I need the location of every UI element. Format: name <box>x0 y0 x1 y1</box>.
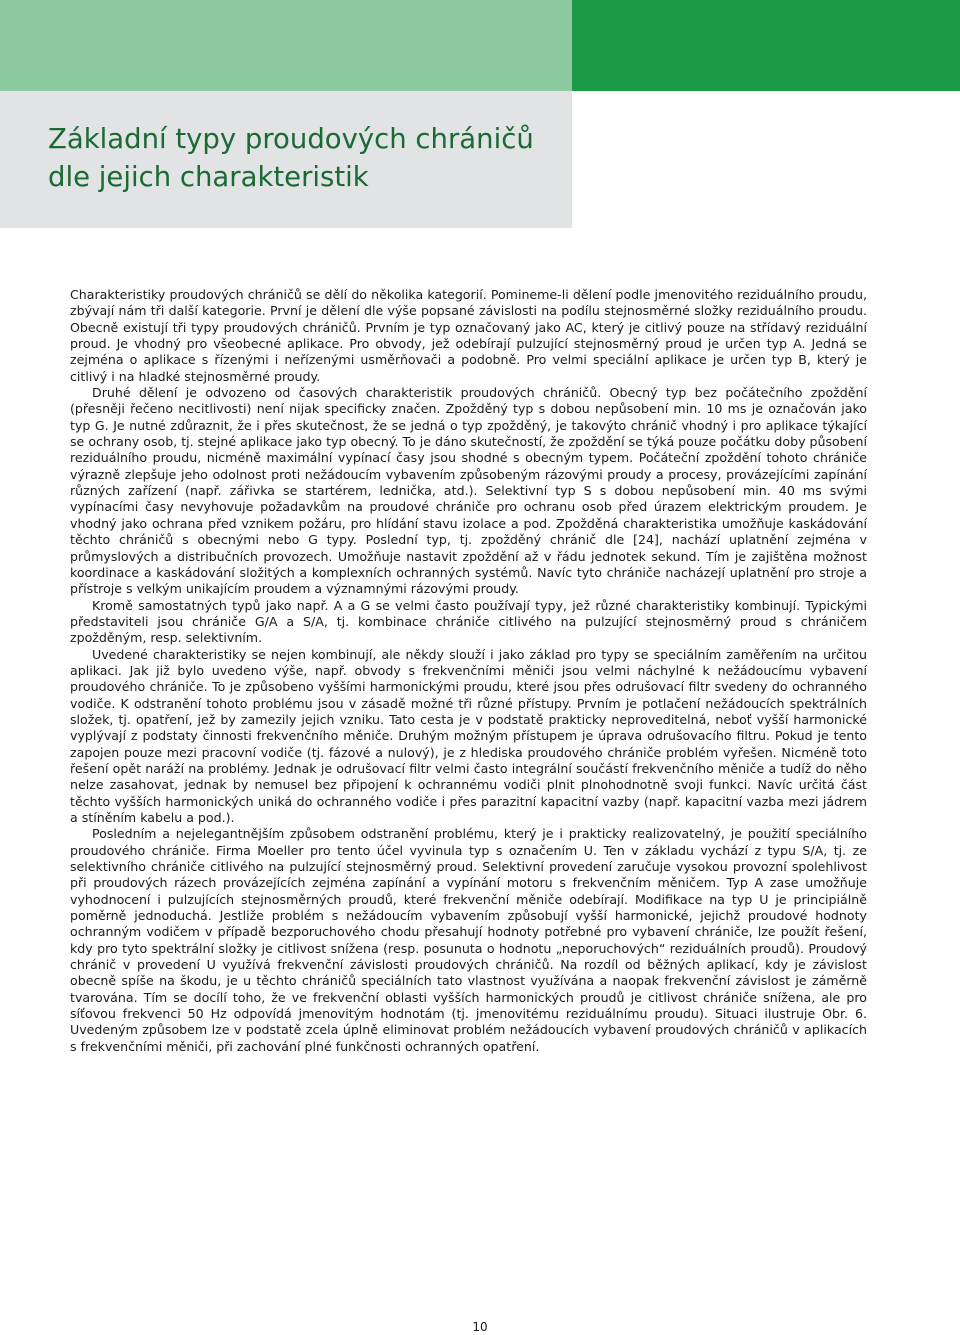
paragraph-1: Charakteristiky proudových chráničů se dělí do několika kategorií. Pomineme-li dělení podle jmenovitého reziduálního proudu, zbývají nám tři další kategorie. První je dělení dle výše popsané závislosti na podílu stejnosměrné složky reziduálního proudu. Obecně existují tři typy proudových chráničů. Prvním je typ označovaný jako AC, který je citlivý pouze na střídavý reziduální proud. Je vhodný pro všeobecné aplikace. Pro obvody, jež odebírají pulzující stejnosměrný proud je určen typ A. Jedná se zejména o aplikace s řízenými i neřízenými usměrňovači a podobně. Pro velmi speciální aplikace je určen typ B, který je citlivý i na hladké stejnosměrné proudy. <box>70 287 867 384</box>
body-text <box>70 287 867 1055</box>
paragraph-3: Kromě samostatných typů jako např. A a G se velmi často používají typy, jež různé charakteristiky kombinují. Typickými představiteli jsou chrániče G/A a S/A, tj. kombinace chrániče citlivého na pulzující stejnosměrný proud s chráničem zpožděným, resp. selektivním. <box>70 597 867 646</box>
page-title-line-1: Základní typy proudových chráničů <box>48 123 534 155</box>
paragraph-4: Uvedené charakteristiky se nejen kombinují, ale někdy slouží i jako základ pro typy se speciálním zaměřením na určitou aplikaci. Jak již bylo uvedeno výše, např. obvody s frekvenčními měniči jsou velmi náchylné k nežádoucímu vybavení proudového chrániče. To je způsobeno vyššími harmonickými proudu, které jsou přes odrušovací filtr svedeny do ochranného vodiče. K odstranění tohoto problému jsou v zásadě možné tři různé přístupy. Prvním je potlačení nežádoucích spektrálních složek, tj. opatření, jež by zamezily jejich vzniku. Tato cesta je v podstatě prakticky neproveditelná, neboť vyšší harmonické vyplývají z podstaty činnosti frekvenčního měniče. Druhým možným přístupem je úprava odrušovacího filtru. Pokud je tento zapojen pouze mezi pracovní vodiče (tj. fázové a nulový), je z hlediska proudového chrániče problém vyřešen. Nicméně toto řešení opět naráží na problémy. Jednak je odrušovací filtr velmi často integrální součástí frekvenčního měniče a tudíž do něho nelze zasahovat, jednak by nemusel bez připojení k ochrannému vodiči plnit plnohodnotně svoji funkci. Navíc určitá část těchto vyšších harmonických uniká do ochranného vodiče i přes parazitní kapacitní vazby (např. kapacitní vazba mezi jádrem a stíněním kabelu a pod.). <box>70 646 867 825</box>
paragraph-5: Posledním a nejelegantnějším způsobem odstranění problému, který je i prakticky realizovatelný, je použití speciálního proudového chrániče. Firma Moeller pro tento účel vyvinula typ s označením U. Ten v základu vychází z typu S/A, tj. ze selektivního chrániče citlivého na pulzující stejnosměrný proud. Selektivní provedení zaručuje vysokou provozní spolehlivost při proudových rázech provázejících zejména zapínání a vypínání motoru s frekvenčním měničem. Typ A zase umožňuje vyhodnocení i pulzujících stejnosměrných proudů, které frekvenční měniče odebírají. Modifikace na typ U je principiálně poměrně jednoduchá. Jestliže problém s nežádoucím vybavením způsobují vyšší harmonické, jejichž proudové hodnoty ochranným vodičem v případě bezporuchového chodu přesahují hodnoty potřebné pro vybavení chrániče, lze použít řešení, kdy pro tyto spektrální složky je citlivost snížena (resp. posunuta o hodnotu „neporuchových“ reziduálních proudů). Proudový chránič v provedení U využívá frekvenční závislosti proudových chráničů. Na rozdíl od běžných aplikací, kdy je závislost obecně spíše na škodu, je u těchto chráničů speciálních tato vlastnost využívána a naopak frekvenční závislost je záměrně tvarována. Tím se docílí toho, že ve frekvenční oblasti vyšších harmonických proudů je citlivost chrániče snížena, ale pro síťovou frekvenci 50 Hz odpovídá jmenovitým hodnotám (tj. jmenovitému reziduálnímu proudu). Situaci ilustruje Obr. 6. Uvedeným způsobem lze v podstatě zcela úplně eliminovat problém nežádoucích vybavení proudových chráničů v aplikacích s frekvenčními měniči, při zachování plné funkčnosti ochranných opatření. <box>70 826 867 1054</box>
header-band-light <box>0 0 572 91</box>
page-title <box>48 120 534 196</box>
page-number: 10 <box>472 1320 488 1334</box>
page-title-line-2: dle jejich charakteristik <box>48 161 369 193</box>
paragraph-2: Druhé dělení je odvozeno od časových charakteristik proudových chráničů. Obecný typ bez počátečního zpoždění (přesněji řečeno necitlivosti) není nijak specificky značen. Zpožděný typ s dobou nepůsobení min. 10 ms je označován jako typ G. Je nutné zdůraznit, že i přes skutečnost, že se jedná o typ zpožděný, je takovýto chránič vhodný i pro aplikace týkající se ochrany osob, tj. stejné aplikace jako typ obecný. To je dáno skutečností, že zpoždění se týká pouze počátku doby působení reziduálního proudu, nicméně maximální vypínací časy jsou shodné s obecným typem. Počáteční zpoždění tohoto chrániče výrazně zlepšuje jeho odolnost proti nežádoucím vybavením způsobeným rázovými proudy a procesy, provázejícími zapínání různých zařízení (např. zářivka se startérem, lednička, atd.). Selektivní typ S s dobou nepůsobení min. 40 ms svými vypínacími časy nevyhovuje požadavkům na proudové chrániče pro ochranu osob před úrazem elektrickým proudem. Je vhodný jako ochrana před vznikem požáru, pro hlídání stavu izolace a pod. Zpožděná charakteristika umožňuje kaskádování těchto chráničů s obecnými nebo G typy. Poslední typ, tj. zpožděný chránič dle [24], nachází uplatnění zejména v průmyslových a distribučních provozech. Umožňuje nastavit zpoždění až v řádu jednotek sekund. Tím je zajištěna možnost koordinace a kaskádování složitých a komplexních ochranných systémů. Navíc tyto chrániče nacházejí uplatnění pro stroje a přístroje s velkým unikajícím proudem a významnými rázovými proudy. <box>70 385 867 597</box>
header-band-dark <box>572 0 960 91</box>
